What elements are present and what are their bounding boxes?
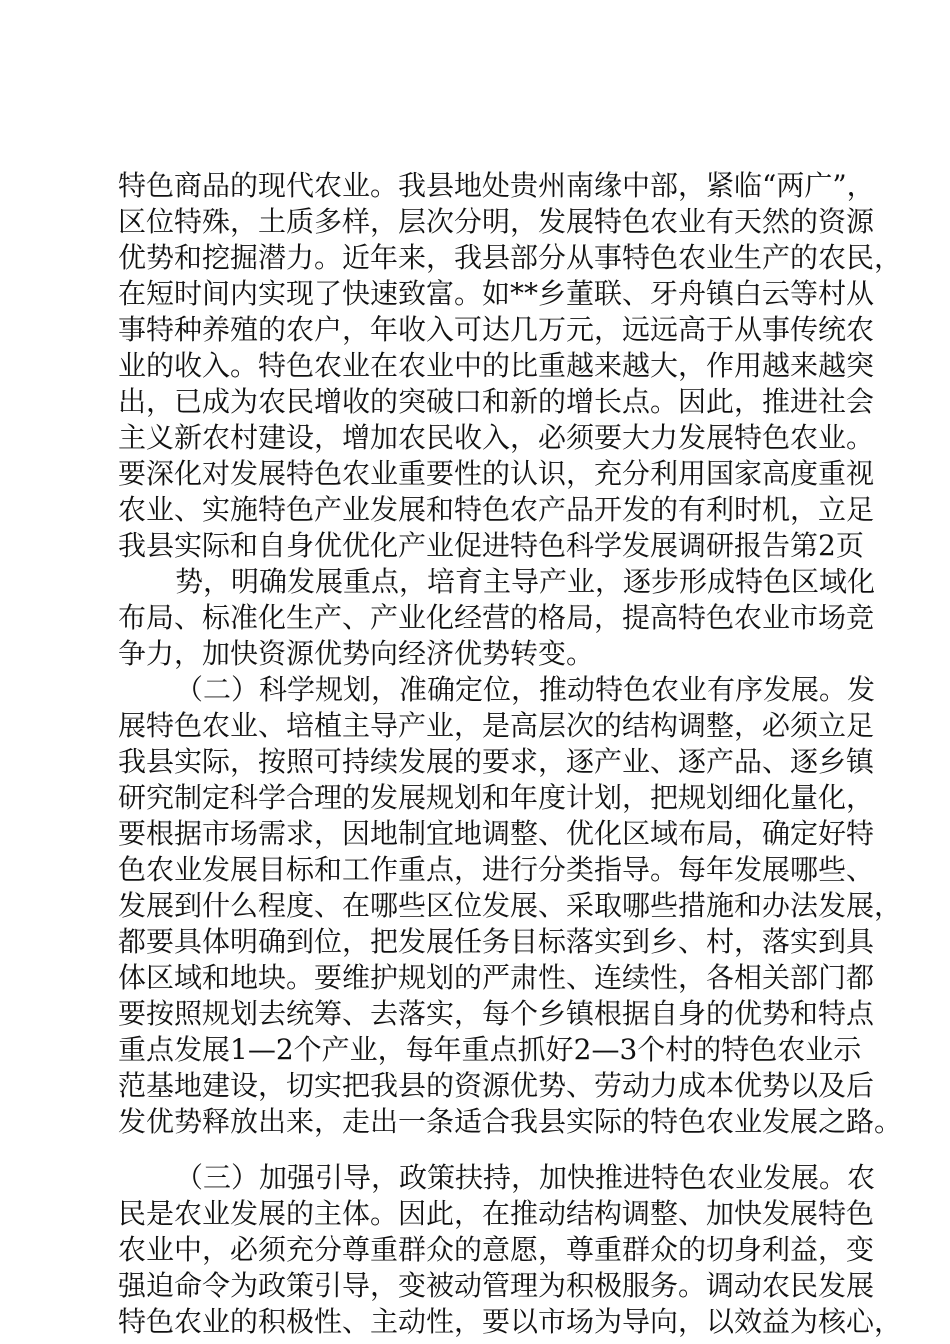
text-line: 发展到什么程度、在哪些区位发展、采取哪些措施和办法发展，	[118, 889, 903, 922]
text-line: 农业中，必须充分尊重群众的意愿，尊重群众的切身利益，变	[118, 1233, 875, 1266]
text-line: 都要具体明确到位，把发展任务目标落实到乡、村，落实到具	[118, 925, 875, 958]
text-line: 在短时间内实现了快速致富。如**乡董联、牙舟镇白云等村从	[118, 277, 875, 310]
text-line: 体区域和地块。要维护规划的严肃性、连续性，各相关部门都	[118, 961, 875, 994]
text-line: 要深化对发展特色农业重要性的认识，充分利用国家高度重视	[118, 457, 875, 490]
text-line: 我县实际，按照可持续发展的要求，逐产业、逐产品、逐乡镇	[118, 745, 875, 778]
text-line: 我县实际和自身优优化产业促进特色科学发展调研报告第2页	[118, 529, 864, 562]
text-line: 民是农业发展的主体。因此，在推动结构调整、加快发展特色	[118, 1197, 875, 1230]
text-line: 强迫命令为政策引导，变被动管理为积极服务。调动农民发展	[118, 1269, 875, 1302]
text-line: 主义新农村建设，增加农民收入，必须要大力发展特色农业。	[118, 421, 875, 454]
text-line: 发优势释放出来，走出一条适合我县实际的特色农业发展之路。	[118, 1105, 903, 1138]
text-line: 区位特殊，土质多样，层次分明，发展特色农业有天然的资源	[118, 205, 875, 238]
text-line: 事特种养殖的农户，年收入可达几万元，远远高于从事传统农	[118, 313, 875, 346]
text-line: 范基地建设，切实把我县的资源优势、劳动力成本优势以及后	[118, 1069, 875, 1102]
text-line: 优势和挖掘潜力。近年来，我县部分从事特色农业生产的农民，	[118, 241, 903, 274]
text-line: 要根据市场需求，因地制宜地调整、优化区域布局，确定好特	[118, 817, 875, 850]
text-line: 重点发展1—2个产业，每年重点抓好2—3个村的特色农业示	[118, 1033, 862, 1066]
text-line: （二）科学规划，准确定位，推动特色农业有序发展。发	[175, 673, 876, 706]
text-line: 布局、标准化生产、产业化经营的格局，提高特色农业市场竞	[118, 601, 875, 634]
text-line: 出，已成为农民增收的突破口和新的增长点。因此，推进社会	[118, 385, 875, 418]
text-line: 研究制定科学合理的发展规划和年度计划，把规划细化量化，	[118, 781, 875, 814]
text-line: 色农业发展目标和工作重点，进行分类指导。每年发展哪些、	[118, 853, 875, 886]
text-line: 展特色农业、培植主导产业，是高层次的结构调整，必须立足	[118, 709, 875, 742]
text-line: 业的收入。特色农业在农业中的比重越来越大，作用越来越突	[118, 349, 875, 382]
text-line: 要按照规划去统筹、去落实，每个乡镇根据自身的优势和特点	[118, 997, 875, 1030]
text-line: 特色农业的积极性、主动性，要以市场为导向，以效益为核心，	[118, 1305, 903, 1338]
text-line: 特色商品的现代农业。我县地处贵州南缘中部，紧临“两广”，	[118, 169, 875, 202]
text-line: 农业、实施特色产业发展和特色农产品开发的有利时机，立足	[118, 493, 875, 526]
text-line: 势，明确发展重点，培育主导产业，逐步形成特色区域化	[175, 565, 876, 598]
text-line: 争力，加快资源优势向经济优势转变。	[118, 637, 595, 670]
text-line: （三）加强引导，政策扶持，加快推进特色农业发展。农	[175, 1161, 876, 1194]
